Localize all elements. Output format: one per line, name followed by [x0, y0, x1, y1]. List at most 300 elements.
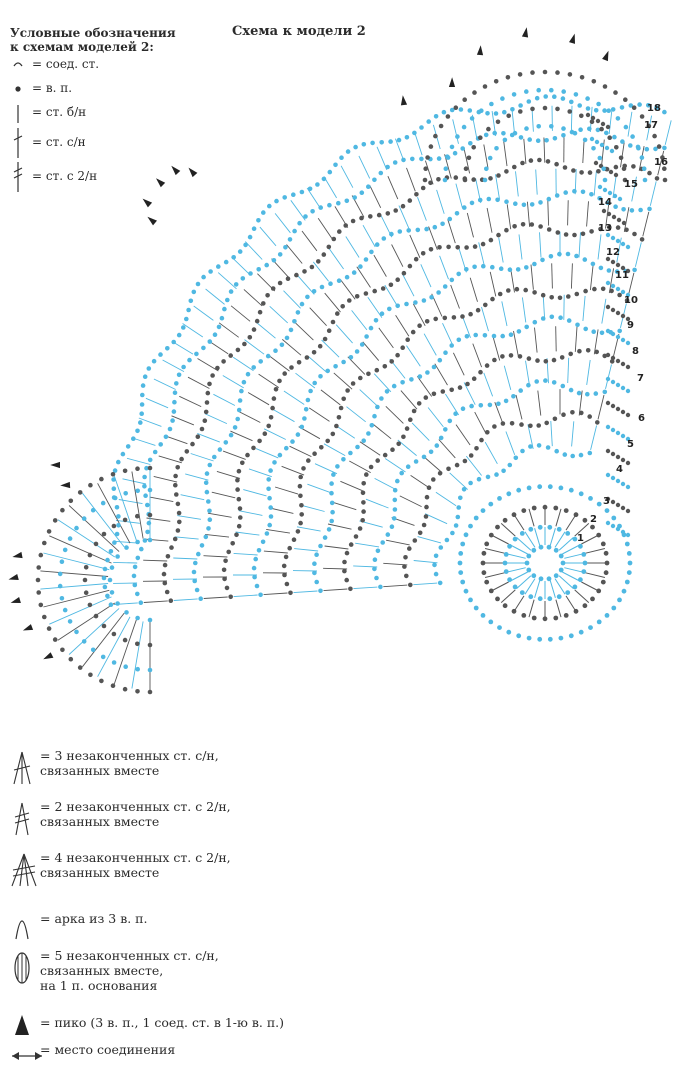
legend-title-line2: к схемам моделей 2: — [10, 40, 210, 54]
chain-dot — [105, 558, 110, 563]
chain-dot — [360, 190, 365, 195]
stitch-stroke — [590, 265, 593, 290]
chain-dot — [462, 125, 467, 130]
chain-dot — [425, 495, 430, 500]
chain-dot — [557, 594, 562, 599]
chain-dot — [412, 131, 417, 136]
legend-picot-line1: = пико (3 в. п., 1 соед. ст. в 1-ю в. п.) — [40, 1015, 670, 1030]
chain-dot — [327, 203, 332, 208]
stitch-stroke — [297, 527, 321, 531]
chain-dot — [301, 466, 306, 471]
chain-dot — [419, 157, 424, 162]
chain-dot — [135, 489, 140, 494]
chain-dot — [63, 548, 68, 553]
chain-dot — [617, 329, 622, 334]
chain-dot — [372, 567, 377, 572]
chain-dot — [561, 384, 566, 389]
chain-dot — [504, 552, 509, 557]
chain-dot — [483, 84, 488, 89]
chain-dot — [400, 380, 405, 385]
chain-dot — [488, 620, 493, 625]
chain-dot — [82, 639, 87, 644]
chain-dot — [612, 135, 617, 140]
chain-dot — [184, 317, 189, 322]
chain-dot — [143, 493, 148, 498]
chain-dot — [274, 387, 279, 392]
chain-dot — [248, 335, 253, 340]
chain-dot — [572, 189, 577, 194]
stitch-stroke — [496, 174, 500, 199]
chain-dot — [123, 687, 128, 692]
stitch-stroke — [198, 359, 219, 372]
stitch-stroke — [485, 442, 497, 464]
stitch-stroke — [49, 597, 111, 624]
row-number-label: 12 — [606, 247, 620, 258]
chain-dot — [537, 637, 542, 642]
chain-dot — [364, 334, 369, 339]
chain-dot — [553, 506, 558, 511]
chain-dot — [468, 481, 473, 486]
chain-dot — [517, 329, 522, 334]
stitch-stroke — [334, 373, 352, 389]
stitch-stroke — [234, 595, 258, 597]
stitch-stroke — [400, 496, 422, 507]
chain-dot — [643, 178, 648, 183]
chain-dot — [238, 398, 243, 403]
chain-dot — [486, 475, 491, 480]
chain-dot — [621, 434, 625, 438]
chain-dot — [177, 520, 182, 525]
chain-dot — [278, 252, 283, 257]
stitch-stroke — [174, 599, 198, 601]
picot-mark — [156, 178, 165, 187]
chain-dot — [361, 481, 366, 486]
chain-dot — [527, 137, 532, 142]
chain-dot — [619, 156, 624, 161]
chain-dot — [598, 156, 603, 161]
chain-dot — [602, 108, 607, 113]
chain-dot — [563, 165, 568, 170]
chain-dot — [153, 450, 158, 455]
stitch-stroke — [363, 225, 375, 247]
chain-dot — [610, 149, 614, 153]
chain-dot — [99, 477, 104, 482]
chain-dot — [547, 227, 552, 232]
chain-dot — [462, 97, 467, 102]
chain-dot — [385, 165, 390, 170]
chain-dot — [193, 561, 198, 566]
chain-dot — [142, 484, 147, 489]
chain-dot — [258, 593, 263, 598]
chain-dot — [626, 245, 630, 249]
chain-dot — [508, 267, 513, 272]
chain-dot — [110, 565, 115, 570]
chain-dot — [213, 332, 218, 337]
chain-dot — [438, 358, 443, 363]
stitch-stroke — [575, 327, 577, 352]
stitch-stroke — [550, 528, 555, 545]
chain-dot — [585, 96, 590, 101]
chain-dot — [544, 138, 549, 143]
chain-dot — [138, 420, 143, 425]
chain-dot — [201, 346, 206, 351]
chain-dot — [440, 222, 445, 227]
stitch-stroke — [555, 579, 565, 595]
chain-dot — [616, 527, 620, 531]
chain-dot — [408, 264, 413, 269]
chain-dot — [427, 485, 432, 490]
chain-dot — [374, 318, 379, 323]
chain-dot — [376, 549, 381, 554]
chain-dot — [500, 354, 505, 359]
chain-dot — [174, 492, 179, 497]
chain-dot — [408, 417, 413, 422]
stitch-stroke — [363, 342, 379, 361]
chain-dot — [327, 527, 332, 532]
chain-dot — [84, 590, 89, 595]
stitch-stroke — [294, 549, 318, 551]
stitch-stroke — [456, 425, 470, 445]
chain-dot — [204, 410, 209, 415]
chain-dot — [481, 242, 486, 247]
chain-dot — [164, 435, 169, 440]
stitch-stroke — [566, 596, 576, 612]
chain-dot — [621, 207, 626, 212]
chain-dot — [238, 515, 243, 520]
stitch-stroke — [514, 515, 524, 531]
stitch-stroke — [453, 353, 464, 376]
chain-dot — [91, 508, 96, 513]
chain-dot — [603, 178, 608, 183]
chain-dot — [112, 495, 117, 500]
chain-dot — [574, 512, 579, 517]
chain-dot — [569, 388, 574, 393]
stitch-stroke — [113, 562, 137, 563]
chain-dot — [621, 410, 625, 414]
chain-dot — [403, 555, 408, 560]
chain-dot — [110, 590, 115, 595]
chain-dot — [422, 298, 427, 303]
chain-dot — [135, 689, 140, 694]
stitch-stroke — [418, 537, 441, 543]
stitch-stroke — [368, 297, 382, 317]
chain-dot — [531, 548, 536, 553]
chain-dot — [500, 334, 505, 339]
chain-dot — [596, 589, 601, 594]
chain-dot — [444, 166, 449, 171]
chain-dot — [386, 532, 391, 537]
chain-dot — [135, 616, 140, 621]
stitch-stroke — [325, 293, 341, 312]
chain-dot — [642, 166, 647, 171]
stitch-stroke — [234, 553, 258, 555]
chain-dot — [453, 411, 458, 416]
chain-dot — [456, 505, 461, 510]
stitch-stroke — [519, 234, 522, 259]
chain-dot — [434, 572, 439, 577]
chain-dot — [223, 559, 228, 564]
chain-dot — [179, 457, 184, 462]
chain-dot — [328, 170, 333, 175]
chain-dot — [579, 170, 584, 175]
chain-dot — [626, 509, 630, 513]
chain-dot — [496, 233, 501, 238]
chain-dot — [331, 472, 336, 477]
chain-dot — [543, 378, 548, 383]
chain-dot — [662, 146, 667, 151]
legend-item-arch — [10, 905, 670, 939]
chain-dot — [413, 538, 418, 543]
chain-dot — [479, 108, 484, 113]
chain-dot — [459, 107, 464, 112]
picot-mark — [401, 95, 407, 105]
stitch-stroke — [204, 556, 228, 557]
picot-mark — [569, 34, 575, 44]
chain-dot — [298, 521, 303, 526]
chain-dot — [552, 380, 557, 385]
stitch-stroke — [150, 497, 174, 502]
stitch-stroke — [239, 511, 263, 516]
chain-dot — [364, 291, 369, 296]
chain-dot — [592, 287, 597, 292]
stitch-stroke — [245, 340, 265, 355]
chain-dot — [432, 563, 437, 568]
chain-dot — [547, 197, 552, 202]
chain-dot — [621, 458, 625, 462]
stitch-stroke — [374, 255, 387, 277]
chain-dot — [571, 168, 576, 173]
chain-dot — [597, 502, 602, 507]
stitch-stroke — [379, 328, 394, 348]
chain-dot — [608, 191, 612, 195]
chain-dot — [69, 657, 74, 662]
chain-dot — [546, 159, 551, 164]
stitch-stroke — [591, 426, 597, 450]
chain-dot — [637, 102, 642, 107]
chain-dot — [105, 594, 110, 599]
chain-dot — [389, 232, 394, 237]
stitch-stroke — [349, 461, 370, 473]
chain-dot — [439, 124, 444, 129]
stitch-stroke — [43, 590, 109, 607]
stitch-stroke — [205, 414, 227, 424]
chain-dot — [271, 286, 276, 291]
stitch-stroke — [583, 296, 585, 321]
chain-dot — [492, 358, 497, 363]
chain-dot — [74, 526, 79, 531]
chain-dot — [504, 399, 509, 404]
picot-mark — [11, 597, 21, 603]
stitch-stroke — [383, 585, 407, 587]
stitch-stroke — [146, 398, 168, 408]
chain-dot — [429, 247, 434, 252]
chain-dot — [171, 340, 176, 345]
chain-dot — [60, 596, 65, 601]
chain-dot — [416, 228, 421, 233]
chain-dot — [358, 376, 363, 381]
chain-dot — [252, 566, 257, 571]
chain-dot — [372, 289, 377, 294]
chain-dot — [588, 451, 593, 456]
chain-dot — [496, 402, 501, 407]
chain-dot — [320, 285, 325, 290]
chain-dot — [360, 342, 365, 347]
chain-dot — [506, 114, 511, 119]
chain-dot — [242, 380, 247, 385]
chain-dot — [579, 630, 584, 635]
chain-dot — [461, 406, 466, 411]
chain-dot — [564, 613, 569, 618]
chain-dot — [368, 214, 373, 219]
chain-dot — [245, 453, 250, 458]
chain-dot — [332, 237, 337, 242]
stitch-stroke — [586, 573, 605, 578]
stitch-stroke — [132, 472, 143, 539]
chain-dot — [535, 96, 540, 101]
picot-mark — [23, 624, 33, 630]
chain-dot — [577, 103, 582, 108]
chain-dot — [524, 325, 529, 330]
chain-dot — [318, 205, 323, 210]
chain-dot — [210, 373, 215, 378]
chain-dot — [225, 586, 230, 591]
chain-dot — [611, 524, 615, 528]
chain-dot — [238, 249, 243, 254]
chain-dot — [519, 135, 524, 140]
chain-dot — [518, 109, 523, 114]
stitch-stroke — [177, 516, 201, 520]
chain-dot — [235, 417, 240, 422]
chain-dot — [455, 211, 460, 216]
chain-dot — [299, 503, 304, 508]
stitch-stroke — [470, 278, 477, 302]
chain-dot — [258, 310, 263, 315]
chain-dot — [207, 382, 212, 387]
stitch-stroke — [233, 357, 253, 371]
stitch-stroke — [197, 433, 220, 442]
chain-dot — [456, 272, 461, 277]
chain-dot — [433, 225, 438, 230]
chain-dot — [148, 458, 153, 463]
chain-dot — [341, 360, 346, 365]
chain-dot — [583, 257, 588, 262]
chain-dot — [222, 307, 227, 312]
chain-dot — [494, 472, 499, 477]
chain-dot — [599, 127, 604, 132]
stitch-stroke — [359, 156, 370, 179]
chain-dot — [465, 334, 470, 339]
stitch-stroke — [526, 361, 530, 386]
stitch-stroke — [564, 554, 583, 559]
chain-dot — [640, 155, 645, 160]
chain-dot — [123, 518, 128, 523]
chain-dot — [385, 389, 390, 394]
chain-dot — [605, 146, 609, 150]
stitch-stroke — [217, 471, 240, 478]
chain-dot — [204, 480, 209, 485]
chain-dot — [640, 237, 645, 242]
legend-label-treble-crochet: = ст. с 2/н — [32, 169, 97, 183]
chain-dot — [115, 554, 120, 559]
chain-dot — [364, 472, 369, 477]
chain-dot — [414, 459, 419, 464]
chain-dot — [547, 545, 552, 550]
chain-dot — [464, 166, 469, 171]
chain-dot — [616, 311, 620, 315]
chain-dot — [456, 515, 461, 520]
stitch-stroke — [485, 549, 504, 554]
chain-dot — [239, 389, 244, 394]
chain-dot — [355, 294, 360, 299]
chain-dot — [372, 414, 377, 419]
chain-dot — [439, 436, 444, 441]
stitch-stroke — [173, 558, 197, 559]
chain-dot — [533, 320, 538, 325]
chain-dot — [632, 268, 637, 273]
chain-dot — [343, 223, 348, 228]
chain-dot — [205, 400, 210, 405]
stitch-stroke — [386, 540, 410, 545]
stitch-stroke — [296, 373, 315, 388]
chain-dot — [290, 439, 295, 444]
chain-dot — [194, 352, 199, 357]
chain-dot — [489, 102, 494, 107]
chain-dot — [83, 578, 88, 583]
chain-dot — [563, 190, 568, 195]
chain-dot — [460, 580, 465, 585]
chain-dot — [552, 358, 557, 363]
chain-dot — [375, 405, 380, 410]
chain-dot — [527, 636, 532, 641]
legend-tr2-line1: = 2 незаконченных ст. с 2/н, — [40, 799, 670, 814]
chain-dot — [554, 449, 559, 454]
stitch-stroke — [114, 541, 138, 543]
chain-dot — [606, 521, 610, 525]
chain-dot — [481, 613, 486, 618]
stitch-stroke — [524, 139, 526, 164]
chain-dot — [280, 343, 285, 348]
chain-dot — [148, 643, 153, 648]
chain-dot — [575, 323, 580, 328]
stitch-stroke — [355, 543, 379, 547]
chain-dot — [126, 444, 131, 449]
chain-dot — [39, 553, 44, 558]
chain-dot — [266, 354, 271, 359]
puff-icon — [10, 948, 44, 988]
chain-dot — [192, 290, 197, 295]
chain-dot — [638, 208, 643, 213]
chain-dot — [395, 353, 400, 358]
stitch-stroke — [418, 197, 427, 220]
chain-dot — [392, 516, 397, 521]
chain-dot — [165, 590, 170, 595]
chain-dot — [121, 452, 126, 457]
stitch-stroke — [239, 412, 261, 423]
chain-dot — [528, 424, 533, 429]
chain-dot — [486, 127, 491, 132]
stitch-stroke — [347, 407, 366, 422]
stitch-stroke — [385, 285, 398, 306]
chain-dot — [603, 84, 608, 89]
chain-dot — [409, 377, 414, 382]
chain-dot — [135, 429, 140, 434]
chain-dot — [396, 442, 401, 447]
chain-dot — [148, 618, 153, 623]
row-number-label: 14 — [598, 197, 612, 208]
chain-dot — [124, 610, 129, 615]
chain-dot — [173, 474, 178, 479]
chain-dot — [94, 542, 99, 547]
